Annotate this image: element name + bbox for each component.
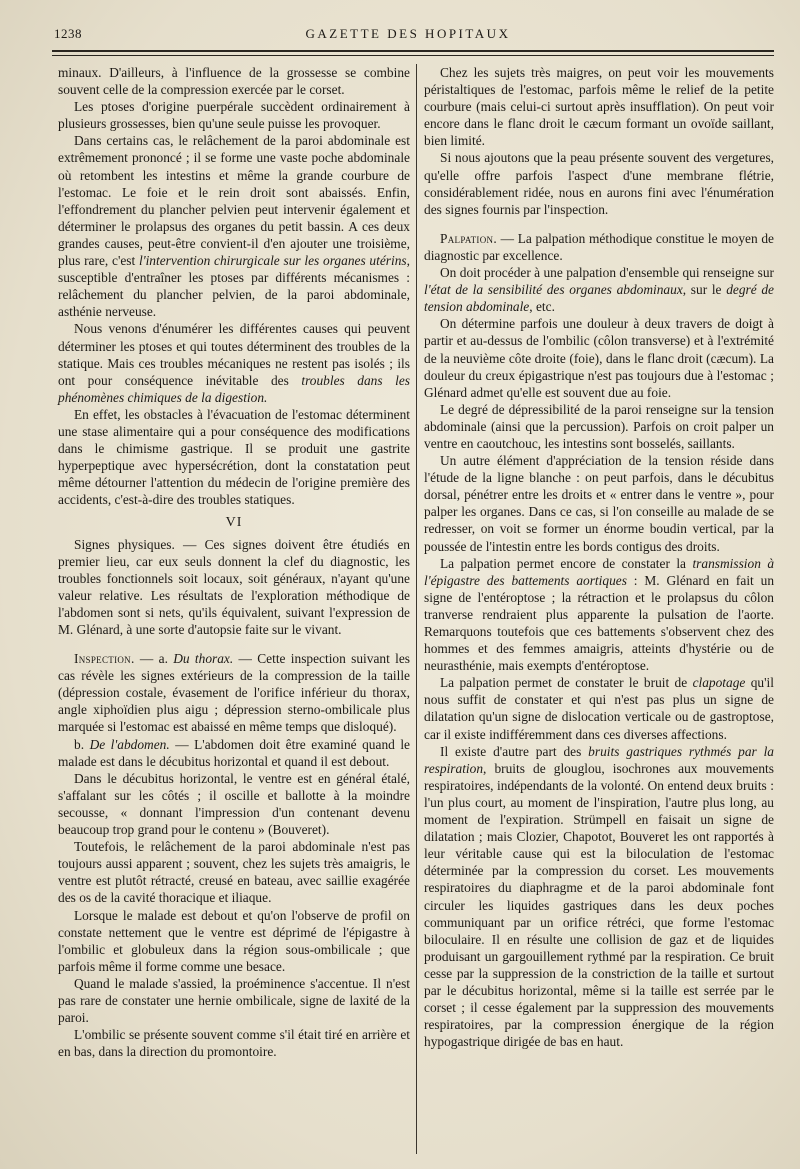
emphasis: l'état de la sensibilité des organes abdominaux (424, 282, 683, 298)
subsection-lead: Inspection. (74, 651, 135, 667)
paragraph: Toutefois, le relâchement de la paroi abdominale n'est pas toujours aussi apparent ; souvent, chez les sujets très amaigris, le ventre est plutôt rétracté, creusé en bateau, avec saillie exagérée des os de la cavité thoracique et iliaque. (58, 839, 410, 906)
paragraph: On doit procéder à une palpation d'ensemble qui renseigne sur l'état de la sensibilité des organes abdominaux, sur le degré de tension abdominale, etc. (424, 265, 774, 315)
emphasis: degré de tension abdominale (424, 282, 774, 315)
emphasis: De l'abdomen. (89, 736, 170, 752)
paragraph: Dans certains cas, le relâchement de la paroi abdominale est extrêmement prononcé ; il se forme une vaste poche abdominale où retombent les intestins et même la grande courbure de l'estomac. Le foie et le rein droit sont abaissés. Enfin, l'effondrement du plancher pelvien peut intervenir également et déterminer le prolapsus des organes du petit bassin. A ces deux grandes causes, peut-être convient-il d'en ajouter une troisième, plus rare, c'est l'intervention chirurgicale sur les organes utérins, susceptible d'entraîner les ptoses par différents mécanismes : relâchement du plancher pelvien, de la paroi abdominale, asthénie nerveuse. (58, 133, 410, 320)
emphasis: l'intervention chirurgicale sur les organes utérins (139, 253, 407, 269)
emphasis: troubles dans les phénomènes chimiques de la digestion. (58, 372, 410, 405)
paragraph: Il existe d'autre part des bruits gastriques rythmés par la respiration, bruits de glouglou, isochrones aux mouvements respiratoires, indépendants de la volonté. On entend deux bruits : l'un plus court, au moment de l'inspiration, l'autre plus long, au moment de l'expiration. Strümpell en faisait un signe de dilatation ; mais Clozier, Chapotot, Bouveret les ont rapportés à leur véritable cause qui est la biloculation de l'estomac déterminée par la compression du corset. Les mouvements respiratoires du diaphragme et de la paroi abdominale font circuler les liquides gastriques dans les deux poches communiquant par un orifice rétréci, que forme l'estomac biloculaire. Il en résulte une collision de gaz et de liquides produisant un gargouillement rythmé par la respiration. Ce bruit cesse par la suppression de la constriction de la taille et surtout par le décubitus horizontal, même si la taille est serrée par le corset ; il cesse également par la suppression des mouvements respiratoires, par la compression énergique de la région hypogastrique dirigée de bas en haut. (424, 743, 774, 1050)
paragraph: Chez les sujets très maigres, on peut voir les mouvements péristaltiques de l'estomac, parfois même le relief de la petite courbure (mais celui-ci surtout après insufflation). On peut voir encore dans le flanc droit le cæcum formant un ovoïde saillant, bien limité. (424, 65, 774, 149)
paragraph: La palpation permet de constater le bruit de clapotage qu'il nous suffit de constater et qui n'est pas plus un signe de dilatation qu'un signe de dislocation verticale ou de gastroptose, car il existe indifféremment dans ces diverses affections. (424, 675, 774, 742)
paragraph: Un autre élément d'appréciation de la tension réside dans l'étude de la ligne blanche : on peut parfois, dans le décubitus dorsal, pénétrer entre les droits et « entrer dans le ventre », pour palper les organes. Dans ce cas, si l'on conseille au malade de se redresser, on voit se former un énorme boudin vertical, par la poussée de l'intestin entre les bords contigus des droits. (424, 453, 774, 554)
page-number: 1238 (54, 26, 82, 41)
paragraph: Les ptoses d'origine puerpérale succèdent ordinairement à plusieurs grossesses, bien qu'une seule puisse les provoquer. (58, 99, 410, 132)
right-column (424, 64, 774, 1050)
running-title: GAZETTE DES HOPITAUX (305, 26, 511, 41)
left-column (58, 64, 410, 1060)
spacer (424, 218, 774, 230)
paragraph: Palpation. — La palpation méthodique constitue le moyen de diagnostic par excellence. (424, 230, 774, 263)
column-divider (416, 64, 417, 1154)
paragraph: Signes physiques. — Ces signes doivent être étudiés en premier lieu, car eux seuls donnent la clef du diagnostic, les troubles fonctionnels soit locaux, soit généraux, n'ayant qu'une valeur relative. Les résultats de l'exploration méthodique de l'abdomen sont si nets, qu'ils équivalent, suivant l'expression de M. Glénard, à une sorte d'autopsie faite sur le vivant. (58, 536, 410, 637)
header-rule-thin (52, 55, 774, 56)
paragraph: minaux. D'ailleurs, à l'influence de la grossesse se combine souvent celle de la compression exercée par le corset. (58, 65, 410, 98)
paragraph: b. De l'abdomen. — L'abdomen doit être examiné quand le malade est dans le décubitus horizontal et quand il est debout. (58, 736, 411, 769)
paragraph: L'ombilic se présente souvent comme s'il était tiré en arrière et en bas, dans la direction du promontoire. (58, 1027, 410, 1060)
subsection-lead: Palpation. (440, 230, 497, 246)
paragraph: On détermine parfois une douleur à deux travers de doigt à partir et au-dessus de l'ombilic (côlon transverse) et à l'extrémité de la neuvième côte droite (foie), dans le flanc droit (cæcum). La douleur du creux épigastrique n'est pas toujours due à l'estomac ; Glénard admet qu'elle est souvent due au foie. (424, 316, 774, 400)
paragraph: Si nous ajoutons que la peau présente souvent des vergetures, qu'elle offre parfois l'aspect d'une membrane flétrie, considérablement ridée, nous en aurons fini avec l'énumération des signes fournis par l'inspection. (424, 150, 774, 217)
emphasis: Du thorax. (173, 651, 234, 667)
paragraph: La palpation permet encore de constater la transmission à l'épigastre des battements aortiques : M. Glénard en fait un signe de l'entéroptose ; la rétraction et le prolapsus du côlon tranverse rendraient plus apparente la pulsation de l'aorte. Remarquons toutefois que ces battements s'observent chez des hommes et des femmes amaigris, atteints d'hystérie ou de neurasthénie, mais exempts d'entéroptose. (424, 555, 775, 674)
emphasis: bruits gastriques rythmés par la respiration (424, 743, 774, 776)
emphasis: clapotage (692, 675, 746, 691)
emphasis: transmission à l'épigastre des battements aortiques (424, 555, 775, 588)
paragraph: Quand le malade s'assied, la proéminence s'accentue. Il n'est pas rare de constater une hernie ombilicale, signe de laxité de la paroi. (58, 975, 410, 1026)
paragraph: Le degré de dépressibilité de la paroi renseigne sur la tension abdominale (ainsi que la percussion). Parfois on croit palper un ventre en caoutchouc, les intestins sont bosselés, saillants. (424, 401, 774, 451)
paragraph: Nous venons d'énumérer les différentes causes qui peuvent déterminer les ptoses et qui toutes déterminent des troubles de la statique. Mais ces troubles mécaniques ne restent pas isolés ; ils ont pour conséquence inévitable des troubles dans les phénomènes chimiques de la digestion. (58, 321, 410, 405)
section-number: VI (225, 515, 243, 531)
header-rule (52, 50, 774, 52)
paragraph: Inspection. — a. Du thorax. — Cette inspection suivant les cas révèle les signes extérieurs de la compression de la taille (dépression costale, évasement de l'orifice inférieur du thorax, angle xiphoïdien plus aigu ; dépression sterno-ombilicale plus marquée si l'estomac est abaissé en même temps que disloqué). (58, 651, 410, 735)
section-lead: Signes physiques. (74, 536, 175, 552)
spacer (58, 638, 410, 650)
paragraph: En effet, les obstacles à l'évacuation de l'estomac déterminent une stase alimentaire qui a pour conséquence des modifications dans le chimisme gastrique. Il se produit une gastrite hyperpeptique avec hypersécrétion, dont la constatation peut même détourner l'attention du médecin de l'origine première des accidents, c'est-à-dire des troubles statiques. (58, 406, 410, 508)
paragraph: Dans le décubitus horizontal, le ventre est en général étalé, s'affalant sur les côtés ; il oscille et ballotte à la moindre secousse, « donnant l'impression d'un contenant devenu beaucoup trop grand pour le contenu » (Bouveret). (58, 770, 410, 838)
page-header (40, 26, 776, 46)
paragraph: Lorsque le malade est debout et qu'on l'observe de profil on constate nettement que le ventre est déprimé de l'épigastre à l'ombilic et globuleux dans la région sous-ombilicale ; que parfois même il forme comme une besace. (58, 907, 410, 974)
